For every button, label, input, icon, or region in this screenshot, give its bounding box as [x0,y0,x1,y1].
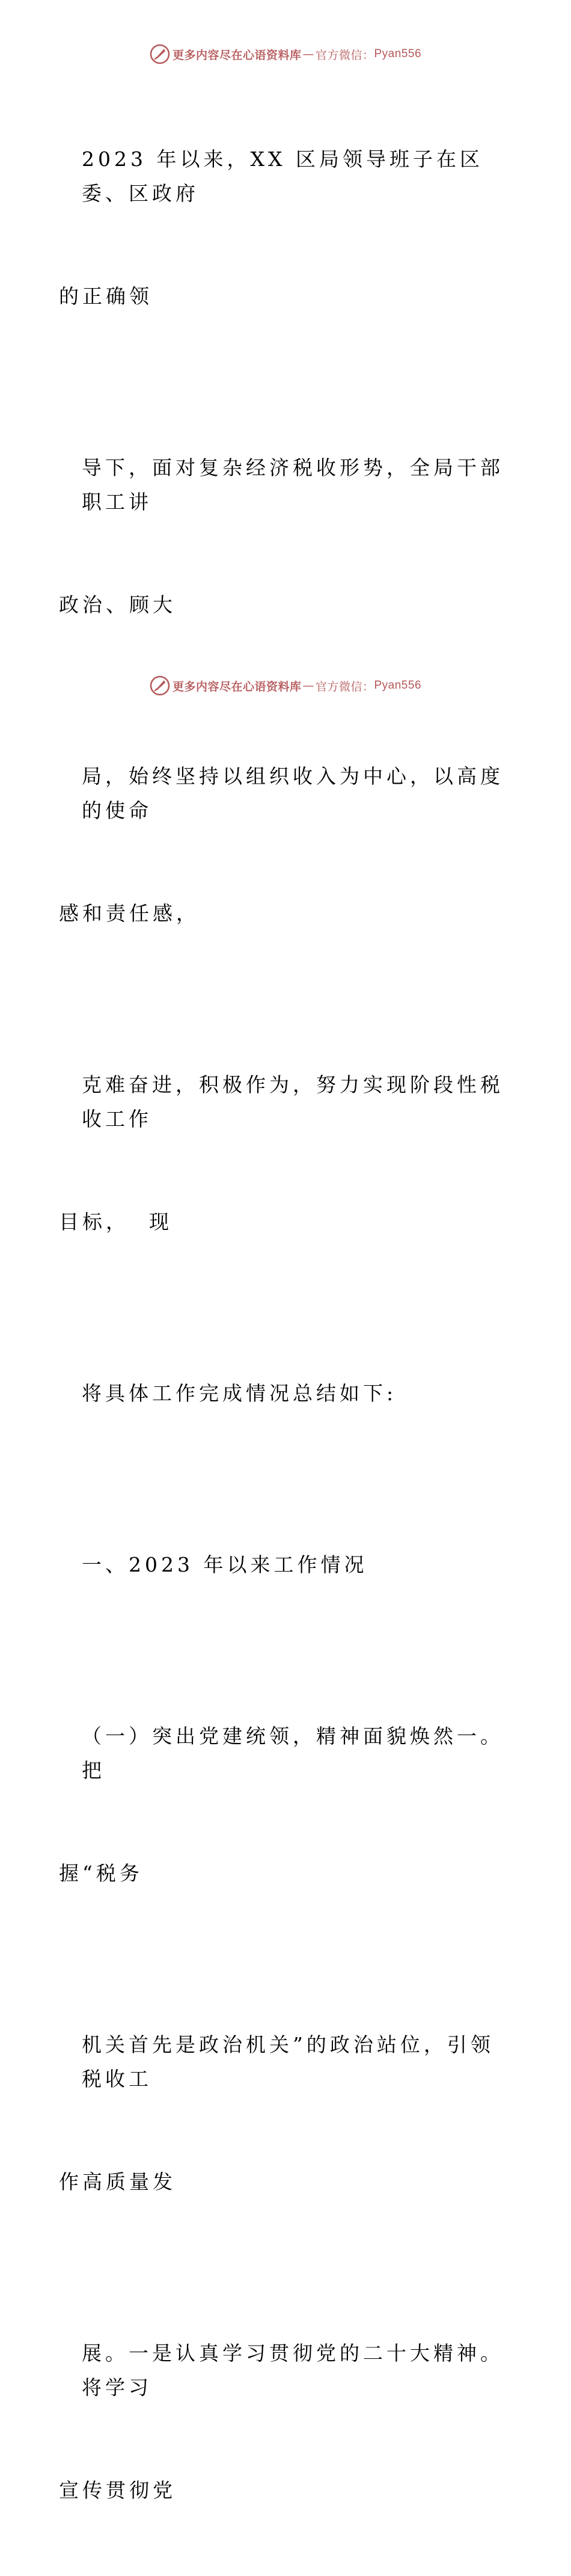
paragraph-line-rest: 感和责任感， [59,902,200,925]
section-heading [59,1479,516,1650]
paragraph-line-first: 展。一是认真学习贯彻党的二十大精神。将学习 [82,2341,504,2399]
paragraph-line-rest: 作高质量发 [59,2170,176,2193]
paragraph-line-rest: 宣传贯彻党 [59,2479,176,2502]
paragraph-line-first: 局，始终坚持以组织收入为中心，以高度的使命 [82,764,504,822]
footer-separator: — [302,679,314,692]
header-wechat-id: Pyan556 [374,48,422,60]
paragraph-line-rest: 的正确领 [59,284,153,308]
feather-logo-icon [150,44,170,64]
paragraph [59,382,516,690]
feather-logo-icon [150,675,170,696]
header-banner [0,41,571,67]
paragraph-line-first: （一）突出党建统领，精神面貌焕然一。把 [82,1724,504,1782]
footer-banner [0,672,571,699]
paragraph [59,1650,516,1959]
footer-brand: 更多内容尽在心语资料库 [172,680,302,693]
paragraph-line-first: 机关首先是政治机关”的政治站位，引领税收工 [82,2033,494,2091]
paragraph [59,999,516,1308]
header-suffix: 官方微信： [315,48,374,62]
paragraph-line-first: 2023 年以来，XX 区局领导班子在区委、区政府 [82,147,483,205]
document-body [59,73,516,2576]
paragraph-line-first: 克难奋进，积极作为，努力实现阶段性税收工作 [82,1073,504,1131]
footer-suffix: 官方微信： [315,680,374,693]
paragraph-line-first: 导下，面对复杂经济税收形势，全局干部职工讲 [82,456,504,514]
section-heading-text: 一、2023 年以来工作情况 [82,1553,368,1576]
paragraph [59,1959,516,2267]
header-brand: 更多内容尽在心语资料库 [172,48,302,62]
paragraph [59,1308,516,1479]
footer-wechat-id: Pyan556 [374,679,422,692]
paragraph-line-rest: 政治、顾大 [59,593,176,616]
paragraph [59,690,516,999]
paragraph [59,2267,516,2576]
paragraph-line-rest: 目标， 现 [59,1210,173,1234]
paragraph-line-first: 将具体工作完成情况总结如下: [82,1382,397,1405]
header-separator: — [302,48,314,61]
paragraph-line-rest: 握“税务 [59,1861,143,1885]
paragraph [59,73,516,382]
